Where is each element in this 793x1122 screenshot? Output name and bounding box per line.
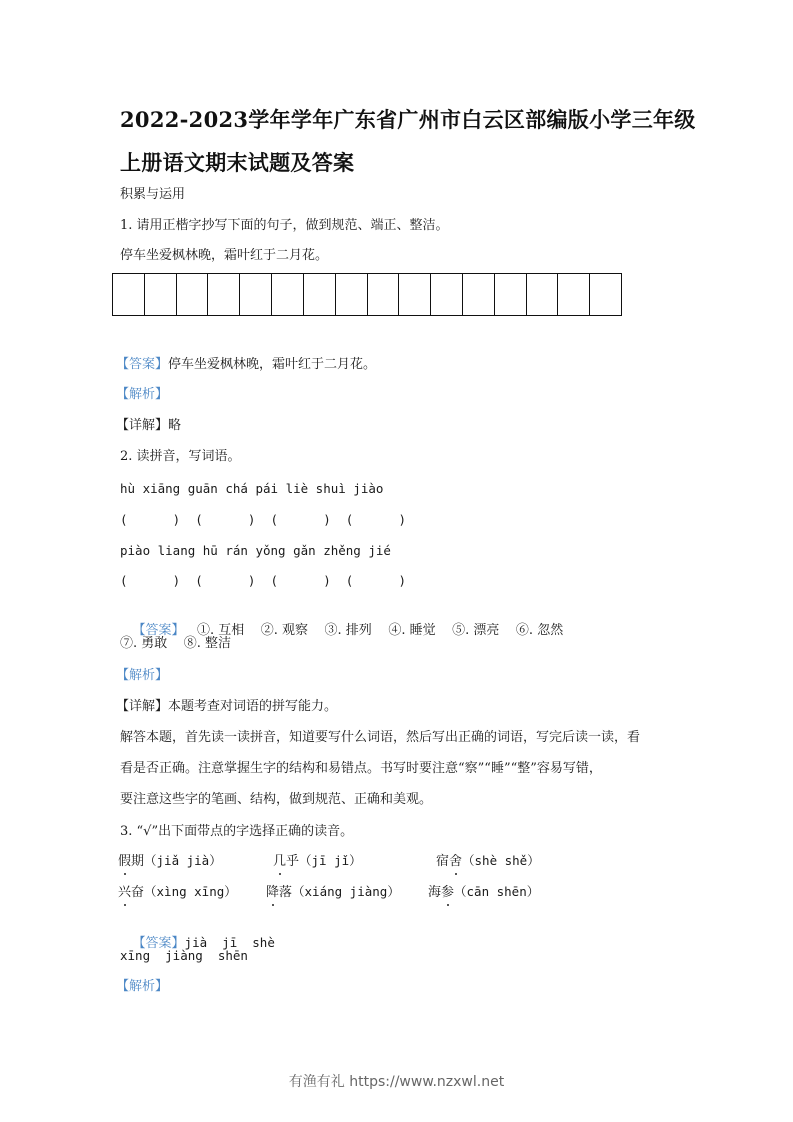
answer-text: jià jī shè xyxy=(184,935,275,950)
document-title-line1: 2022-2023学年学年广东省广州市白云区部编版小学三年级 xyxy=(120,107,696,132)
grid-cell xyxy=(304,274,336,315)
grid-cell xyxy=(495,274,527,315)
q3-item: 几乎（jī jǐ） xyxy=(273,853,362,869)
detail-label: 【详解】 xyxy=(116,699,169,714)
grid-cell xyxy=(558,274,590,315)
grid-cell xyxy=(527,274,559,315)
dotted-char: 舍 xyxy=(449,854,463,869)
dotted-char: 参 xyxy=(441,885,455,900)
detail-text: 本题考查对词语的拼写能力。 xyxy=(168,699,338,714)
q2-explain-line3: 要注意这些字的笔画、结构，做到规范、正确和美观。 xyxy=(120,792,433,807)
grid-cell xyxy=(336,274,368,315)
answer-label: 【答案】 xyxy=(132,936,185,951)
dotted-char: 假 xyxy=(118,854,132,869)
pinyin-options: （jī jǐ） xyxy=(299,853,362,868)
grid-cell xyxy=(399,274,431,315)
writing-grid xyxy=(112,273,622,316)
grid-cell xyxy=(113,274,145,315)
pinyin-options: （xiáng jiàng） xyxy=(292,884,400,899)
q2-pinyin-row1: hù xiāng guān chá pái liè shuì jiào xyxy=(120,481,384,496)
pinyin-options: （xìng xīng） xyxy=(144,884,237,899)
q1-prompt: 1. 请用正楷字抄写下面的句子，做到规范、端正、整洁。 xyxy=(120,218,449,233)
answer-label: 【答案】 xyxy=(132,623,185,638)
document-title-line2: 上册语文期末试题及答案 xyxy=(120,150,355,175)
grid-cell xyxy=(177,274,209,315)
q3-item: 假期（jiǎ jià） xyxy=(118,853,222,869)
grid-cell xyxy=(368,274,400,315)
grid-cell xyxy=(208,274,240,315)
grid-cell xyxy=(431,274,463,315)
q2-analysis-label: 【解析】 xyxy=(116,668,169,683)
detail-text: 略 xyxy=(168,418,182,433)
q3-item: 降落（xiáng jiàng） xyxy=(266,884,400,900)
q3-analysis-label: 【解析】 xyxy=(116,979,169,994)
q2-blanks-row2: ( ) ( ) ( ) ( ) xyxy=(120,573,406,588)
footer-watermark: 有渔有礼 https://www.nzxwl.net xyxy=(288,1074,505,1090)
dotted-char: 降 xyxy=(266,885,280,900)
q3-item: 兴奋（xìng xīng） xyxy=(118,884,237,900)
section-heading: 积累与运用 xyxy=(120,187,186,202)
grid-cell xyxy=(272,274,304,315)
q2-answer-line2: ⑦. 勇敢 ⑧. 整洁 xyxy=(120,636,232,651)
q3-answer-line2: xīng jiàng shēn xyxy=(120,948,248,963)
detail-label: 【详解】 xyxy=(116,418,169,433)
q2-blanks-row1: ( ) ( ) ( ) ( ) xyxy=(120,512,406,527)
pinyin-options: （shè shě） xyxy=(462,853,540,868)
q3-item: 宿舍（shè shě） xyxy=(436,853,540,869)
q2-detail xyxy=(116,698,337,716)
q2-pinyin-row2: piào liang hū rán yǒng gǎn zhěng jié xyxy=(120,543,391,558)
q1-analysis-label: 【解析】 xyxy=(116,387,169,402)
grid-cell xyxy=(145,274,177,315)
q1-answer xyxy=(116,356,376,374)
dotted-char: 兴 xyxy=(118,885,132,900)
answer-label: 【答案】 xyxy=(116,357,169,372)
pinyin-options: （cān shēn） xyxy=(454,884,540,899)
dotted-char: 几 xyxy=(273,854,287,869)
grid-cell xyxy=(240,274,272,315)
q2-prompt: 2. 读拼音，写词语。 xyxy=(120,449,241,464)
q3-item: 海参（cān shēn） xyxy=(428,884,540,900)
grid-cell xyxy=(463,274,495,315)
grid-cell xyxy=(590,274,621,315)
q1-detail xyxy=(116,417,181,435)
q2-explain-line2: 看是否正确。注意掌握生字的结构和易错点。书写时要注意“察”“睡”“整”容易写错， xyxy=(120,761,602,776)
answer-text: 停车坐爱枫林晚，霜叶红于二月花。 xyxy=(168,357,377,372)
pinyin-options: （jiǎ jià） xyxy=(144,853,222,868)
answer-text: ①. 互相 ②. 观察 ③. 排列 ④. 睡觉 ⑤. 漂亮 ⑥. 忽然 xyxy=(196,623,564,638)
q2-explain-line1: 解答本题，首先读一读拼音，知道要写什么词语，然后写出正确的词语，写完后读一读，看 xyxy=(120,730,641,745)
q3-prompt: 3. “√”出下面带点的字选择正确的读音。 xyxy=(120,824,354,839)
q1-sentence: 停车坐爱枫林晚，霜叶红于二月花。 xyxy=(120,248,329,263)
